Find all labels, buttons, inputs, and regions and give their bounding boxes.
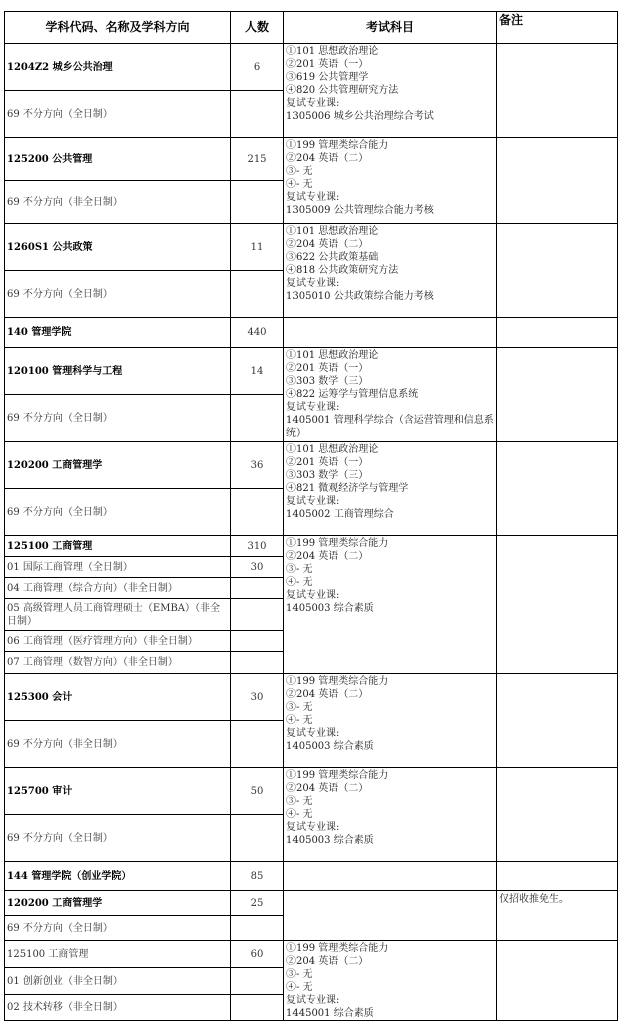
direction: 02 技术转移（非全日制） xyxy=(5,994,231,1020)
major-name: 120100 管理科学与工程 xyxy=(5,348,231,395)
major-count: 310 xyxy=(231,536,284,557)
note-cell xyxy=(497,768,618,862)
table-row xyxy=(5,138,618,181)
exam-empty xyxy=(284,891,497,941)
direction: 07 工商管理（数智方向）（非全日制） xyxy=(5,652,231,674)
major-name: 1204Z2 城乡公共治理 xyxy=(5,44,231,91)
table-row xyxy=(5,44,618,91)
major-name: 120200 工商管理学 xyxy=(5,442,231,489)
program-table xyxy=(4,11,618,1021)
direction: 01 国际工商管理（全日制） xyxy=(5,557,231,578)
header-row xyxy=(5,12,618,44)
direction: 05 高级管理人员工商管理硕士（EMBA）（非全日制） xyxy=(5,599,231,631)
note-cell xyxy=(497,224,618,318)
direction: 69 不分方向（全日制） xyxy=(5,395,231,442)
exam-subjects: ①199 管理类综合能力 ②204 英语（二） ③- 无 ④- 无 复试专业课: 1445001 综合素质 xyxy=(284,941,497,1021)
major-name: 125100 工商管理 xyxy=(5,941,231,968)
direction: 06 工商管理（医疗管理方向）（非全日制） xyxy=(5,631,231,652)
note-cell xyxy=(497,442,618,536)
header-count: 人数 xyxy=(231,12,284,44)
header-exam: 考试科目 xyxy=(284,12,497,44)
direction-count xyxy=(231,489,284,536)
school-count: 440 xyxy=(231,318,284,348)
exam-subjects: ①199 管理类综合能力 ②204 英语（二） ③- 无 ④- 无 复试专业课: 1405003 综合素质 xyxy=(284,674,497,768)
school-name: 144 管理学院（创业学院） xyxy=(5,862,231,891)
table-row xyxy=(5,348,618,395)
direction: 69 不分方向（全日制） xyxy=(5,91,231,138)
note-cell xyxy=(497,138,618,224)
exam-subjects: ①101 思想政治理论 ②204 英语（二） ③622 公共政策基础 ④818 公共政策研究方法 复试专业课: 1305010 公共政策综合能力考核 xyxy=(284,224,497,318)
table-row xyxy=(5,674,618,721)
direction: 69 不分方向（全日制） xyxy=(5,916,231,941)
note-cell: 仅招收推免生。 xyxy=(497,891,618,941)
direction-count xyxy=(231,395,284,442)
major-count: 30 xyxy=(231,674,284,721)
major-count: 14 xyxy=(231,348,284,395)
exam-empty xyxy=(284,318,497,348)
note-cell xyxy=(497,348,618,442)
table-row xyxy=(5,891,618,916)
direction-count xyxy=(231,271,284,318)
exam-subjects: ①199 管理类综合能力 ②204 英语（二） ③- 无 ④- 无 复试专业课: 1405003 综合素质 xyxy=(284,536,497,674)
exam-subjects: ①101 思想政治理论 ②201 英语（一） ③619 公共管理学 ④820 公共管理研究方法 复试专业课: 1305006 城乡公共治理综合考试 xyxy=(284,44,497,138)
exam-subjects: ①101 思想政治理论 ②201 英语（一） ③303 数学（三） ④822 运筹学与管理信息系统 复试专业课: 1405001 管理科学综合（含运营管理和信息系统） xyxy=(284,348,497,442)
direction: 01 创新创业（非全日制） xyxy=(5,968,231,994)
direction: 69 不分方向（非全日制） xyxy=(5,181,231,224)
note-cell xyxy=(497,674,618,768)
direction: 69 不分方向（全日制） xyxy=(5,489,231,536)
direction-count xyxy=(231,181,284,224)
direction-count xyxy=(231,916,284,941)
note-cell xyxy=(497,862,618,891)
table-row xyxy=(5,768,618,815)
exam-empty xyxy=(284,862,497,891)
note-cell xyxy=(497,536,618,674)
header-major: 学科代码、名称及学科方向 xyxy=(5,12,231,44)
exam-subjects: ①199 管理类综合能力 ②204 英语（二） ③- 无 ④- 无 复试专业课: 1405003 综合素质 xyxy=(284,768,497,862)
direction-count xyxy=(231,968,284,994)
major-count: 215 xyxy=(231,138,284,181)
direction-count xyxy=(231,652,284,674)
direction-count xyxy=(231,91,284,138)
school-row xyxy=(5,862,618,891)
direction: 69 不分方向（全日制） xyxy=(5,271,231,318)
header-note: 备注 xyxy=(497,12,618,44)
direction-count xyxy=(231,631,284,652)
note-cell xyxy=(497,318,618,348)
direction: 69 不分方向（全日制） xyxy=(5,815,231,862)
exam-subjects: ①101 思想政治理论 ②201 英语（一） ③303 数学（三） ④821 微观经济学与管理学 复试专业课: 1405002 工商管理综合 xyxy=(284,442,497,536)
note-cell xyxy=(497,941,618,1021)
direction-count xyxy=(231,994,284,1020)
major-name: 125700 审计 xyxy=(5,768,231,815)
school-row xyxy=(5,318,618,348)
exam-subjects: ①199 管理类综合能力 ②204 英语（二） ③- 无 ④- 无 复试专业课: 1305009 公共管理综合能力考核 xyxy=(284,138,497,224)
major-count: 25 xyxy=(231,891,284,916)
direction-count: 30 xyxy=(231,557,284,578)
major-count: 11 xyxy=(231,224,284,271)
major-count: 36 xyxy=(231,442,284,489)
table-row xyxy=(5,224,618,271)
major-count: 6 xyxy=(231,44,284,91)
direction: 69 不分方向（非全日制） xyxy=(5,721,231,768)
school-name: 140 管理学院 xyxy=(5,318,231,348)
direction-count xyxy=(231,815,284,862)
major-count: 60 xyxy=(231,941,284,968)
direction-count xyxy=(231,599,284,631)
major-name: 120200 工商管理学 xyxy=(5,891,231,916)
direction: 04 工商管理（综合方向）（非全日制） xyxy=(5,578,231,599)
major-name: 125200 公共管理 xyxy=(5,138,231,181)
direction-count xyxy=(231,578,284,599)
major-name: 125100 工商管理 xyxy=(5,536,231,557)
note-cell xyxy=(497,44,618,138)
major-name: 1260S1 公共政策 xyxy=(5,224,231,271)
direction-count xyxy=(231,721,284,768)
major-name: 125300 会计 xyxy=(5,674,231,721)
major-count: 50 xyxy=(231,768,284,815)
table-row xyxy=(5,536,618,557)
school-count: 85 xyxy=(231,862,284,891)
table-row xyxy=(5,442,618,489)
table-row xyxy=(5,941,618,968)
